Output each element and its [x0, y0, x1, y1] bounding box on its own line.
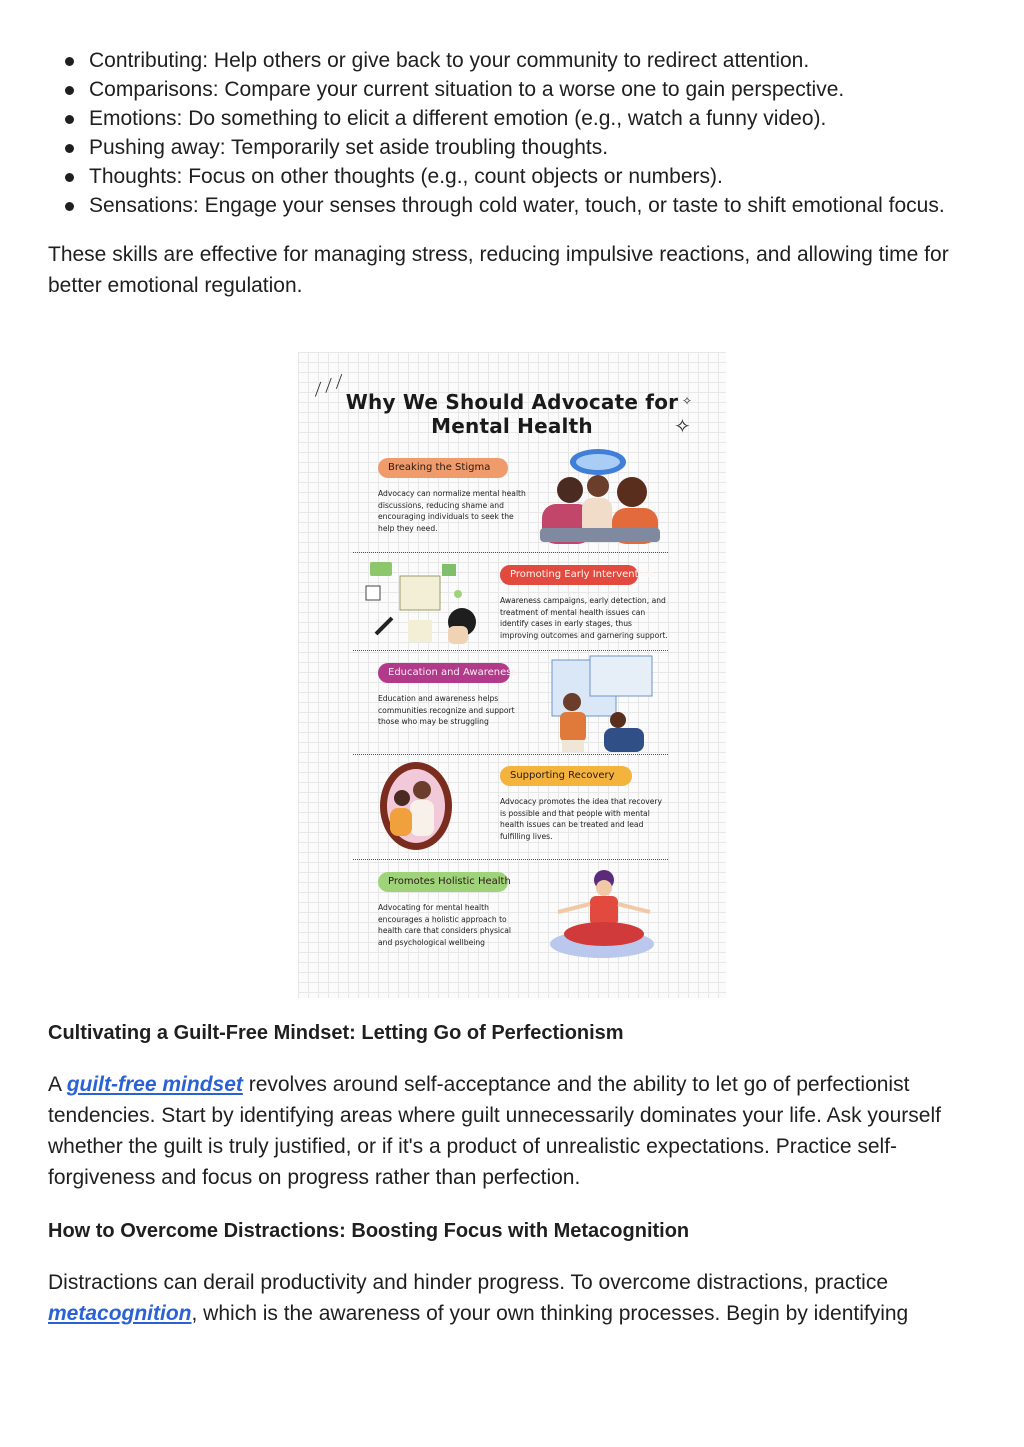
divider: [353, 650, 668, 651]
distractions-paragraph: [48, 1267, 978, 1329]
guilt-free-section: [48, 1019, 978, 1193]
guilt-free-paragraph: [48, 1069, 978, 1193]
healthcare-items-illustration: [362, 556, 480, 648]
list-item: Sensations: Engage your senses through cold water, touch, or taste to shift emotional focus.: [89, 191, 978, 220]
advocacy-infographic: [298, 352, 726, 998]
desc-education-awareness: Education and awareness helps communities recognize and support those who may be struggling: [378, 694, 515, 726]
pill-education-awareness: Education and Awareness: [378, 663, 510, 683]
text-prefix: A: [48, 1073, 67, 1096]
people-talking-illustration: [534, 444, 664, 546]
pill-early-intervention: Promoting Early Intervention: [500, 565, 638, 585]
distractions-section: [48, 1217, 978, 1329]
desc-supporting-recovery: Advocacy promotes the idea that recovery is possible and that people with mental health issues can be treated and lead fulfilling lives.: [500, 797, 663, 841]
sparkle-icon: ✧: [674, 414, 691, 438]
meditating-person-illustration: [538, 866, 668, 962]
guilt-free-mindset-link[interactable]: guilt-free mindset: [66, 1073, 243, 1096]
metacognition-link[interactable]: metacognition: [48, 1302, 192, 1325]
mirror-reflection-illustration: [376, 760, 456, 852]
article-content: [48, 46, 978, 301]
burst-lines-icon: ⟋⟋⟋: [309, 370, 348, 401]
list-item: Thoughts: Focus on other thoughts (e.g., count objects or numbers).: [89, 162, 978, 191]
section-heading: How to Overcome Distractions: Boosting Focus with Metacognition: [48, 1220, 690, 1242]
title-line-2: Mental Health: [431, 414, 593, 438]
distress-skills-list: [48, 46, 978, 220]
divider: [353, 754, 668, 755]
sparkle-icon: ✧: [682, 394, 693, 408]
desc-holistic-health: Advocating for mental health encourages a holistic approach to health care that considers physical and psychological wellbeing: [378, 903, 511, 947]
desc-breaking-stigma: Advocacy can normalize mental health discussions, reducing shame and encouraging individuals to seek the help they need.: [378, 489, 526, 533]
desc-early-intervention: Awareness campaigns, early detection, and treatment of mental health issues can identify cases in early stages, thus improving outcomes and garnering support.: [500, 596, 668, 640]
infographic-title: [298, 390, 726, 438]
pill-supporting-recovery: Supporting Recovery: [500, 766, 632, 786]
teacher-board-illustration: [548, 654, 658, 754]
section-heading: Cultivating a Guilt-Free Mindset: Letting Go of Perfectionism: [48, 1022, 624, 1044]
list-item: Pushing away: Temporarily set aside troubling thoughts.: [89, 133, 978, 162]
list-item: Contributing: Help others or give back to your community to redirect attention.: [89, 46, 978, 75]
text-after: , which is the awareness of your own thinking processes. Begin by identifying: [191, 1302, 909, 1325]
summary-paragraph: These skills are effective for managing stress, reducing impulsive reactions, and allowing time for better emotional regulation.: [48, 243, 949, 297]
pill-holistic-health: Promotes Holistic Health: [378, 872, 508, 892]
list-item: Comparisons: Compare your current situation to a worse one to gain perspective.: [89, 75, 978, 104]
text-rest: revolves around self-acceptance and the ability to let go of perfectionist tendencies. Start by identifying areas where guilt unnecessarily dominates your life. Ask yourself whether the guilt is truly justified, or if it's a product of unrealistic expectations. Practice self-forgiveness and focus on progress rather than perfection.: [48, 1073, 941, 1189]
title-line-1: Why We Should Advocate for: [345, 390, 679, 414]
text-before: Distractions can derail productivity and hinder progress. To overcome distractions, practice: [48, 1271, 888, 1294]
divider: [353, 859, 668, 860]
divider: [353, 552, 668, 553]
list-item: Emotions: Do something to elicit a different emotion (e.g., watch a funny video).: [89, 104, 978, 133]
pill-breaking-stigma: Breaking the Stigma: [378, 458, 508, 478]
